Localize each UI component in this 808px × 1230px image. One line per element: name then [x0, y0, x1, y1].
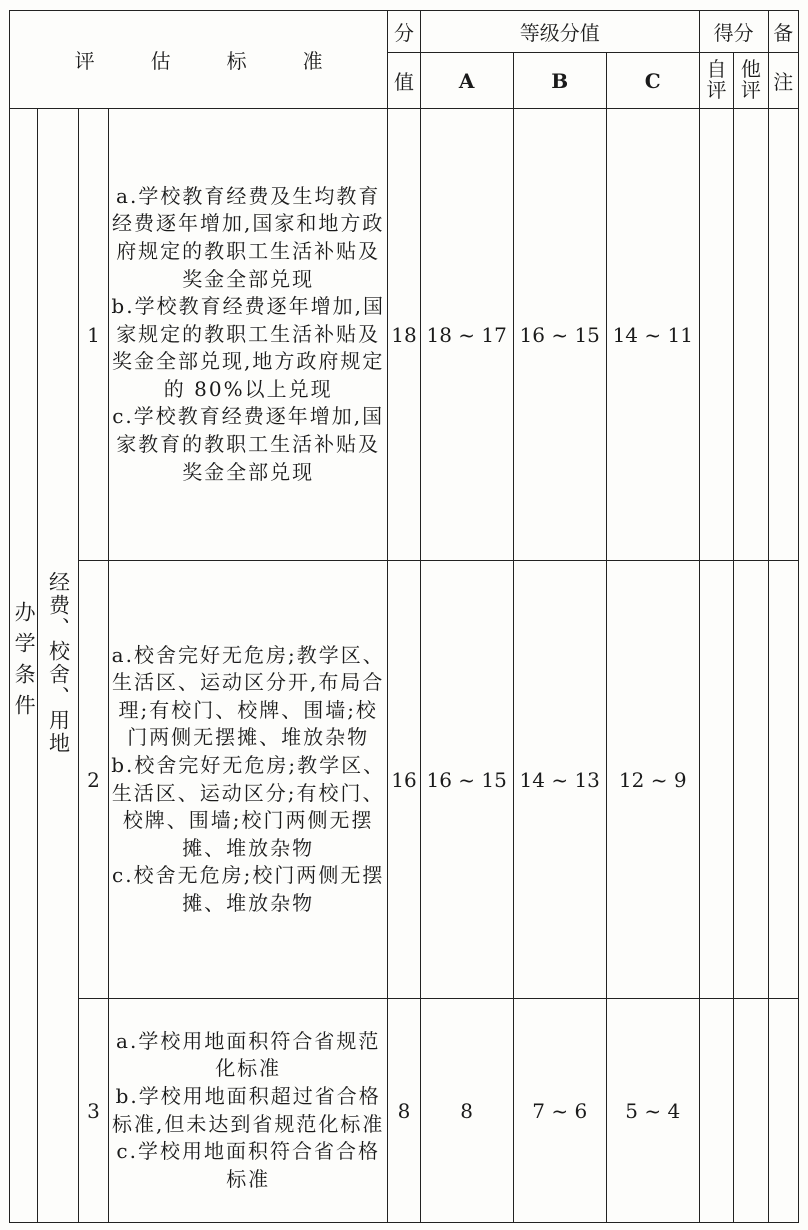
- other-eval-cell[interactable]: [734, 109, 768, 561]
- self-eval-cell[interactable]: [699, 109, 733, 561]
- criteria-cell: a.学校教育经费及生均教育经费逐年增加,国家和地方政府规定的教职工生活补贴及奖金全部兑现 b.学校教育经费逐年增加,国家规定的教职工生活补贴及奖金全部兑现,地方政府规定的 80%以上兑现 c.学校教育经费逐年增加,国家教育的教职工生活补贴及奖金全部兑现: [109, 109, 388, 561]
- other-eval-header: 他 评: [734, 53, 768, 109]
- remarks-header-top: 备: [768, 11, 798, 53]
- self-eval-header: 自 评: [699, 53, 733, 109]
- grade-b-value: 7 ~ 6: [513, 999, 606, 1223]
- self-eval-cell[interactable]: [699, 999, 733, 1223]
- criteria-cell: a.学校用地面积符合省规范化标准 b.学校用地面积超过省合格标准,但未达到省规范化标准 c.学校用地面积符合省合格标准: [109, 999, 388, 1223]
- score-header-top: 分: [388, 11, 420, 53]
- grade-a-value: 18 ~ 17: [420, 109, 513, 561]
- score-header-bottom: 值: [388, 53, 420, 109]
- score-value: 8: [388, 999, 420, 1223]
- grade-c-value: 12 ~ 9: [606, 561, 699, 999]
- table-row: [10, 109, 799, 561]
- scoring-header: 得分: [699, 11, 768, 53]
- evaluation-table: [9, 10, 799, 1223]
- remarks-cell[interactable]: [768, 561, 798, 999]
- grade-values-header: 等级分值: [420, 11, 699, 53]
- remarks-cell[interactable]: [768, 999, 798, 1223]
- grade-c-header: C: [606, 53, 699, 109]
- score-value: 16: [388, 561, 420, 999]
- remarks-cell[interactable]: [768, 109, 798, 561]
- subcategory-cell: 经费、校舍、用地: [38, 109, 78, 1223]
- score-value: 18: [388, 109, 420, 561]
- evaluation-standard-header: 评 估 标 准: [10, 11, 388, 109]
- item-number: 3: [78, 999, 108, 1223]
- grade-b-header: B: [513, 53, 606, 109]
- other-eval-cell[interactable]: [734, 561, 768, 999]
- grade-c-value: 14 ~ 11: [606, 109, 699, 561]
- grade-a-value: 8: [420, 999, 513, 1223]
- grade-a-header: A: [420, 53, 513, 109]
- grade-b-value: 16 ~ 15: [513, 109, 606, 561]
- grade-a-value: 16 ~ 15: [420, 561, 513, 999]
- item-number: 2: [78, 561, 108, 999]
- item-number: 1: [78, 109, 108, 561]
- criteria-cell: a.校舍完好无危房;教学区、生活区、运动区分开,布局合理;有校门、校牌、围墙;校门两侧无摆摊、堆放杂物 b.校舍完好无危房;教学区、生活区、运动区分;有校门、校牌、围墙;校门两侧无摆摊、堆放杂物 c.校舍无危房;校门两侧无摆摊、堆放杂物: [109, 561, 388, 999]
- self-eval-cell[interactable]: [699, 561, 733, 999]
- table-row: [10, 561, 799, 999]
- grade-c-value: 5 ~ 4: [606, 999, 699, 1223]
- category-cell: 办学条件: [10, 109, 38, 1223]
- grade-b-value: 14 ~ 13: [513, 561, 606, 999]
- table-row: [10, 999, 799, 1223]
- remarks-header-bottom: 注: [768, 53, 798, 109]
- other-eval-cell[interactable]: [734, 999, 768, 1223]
